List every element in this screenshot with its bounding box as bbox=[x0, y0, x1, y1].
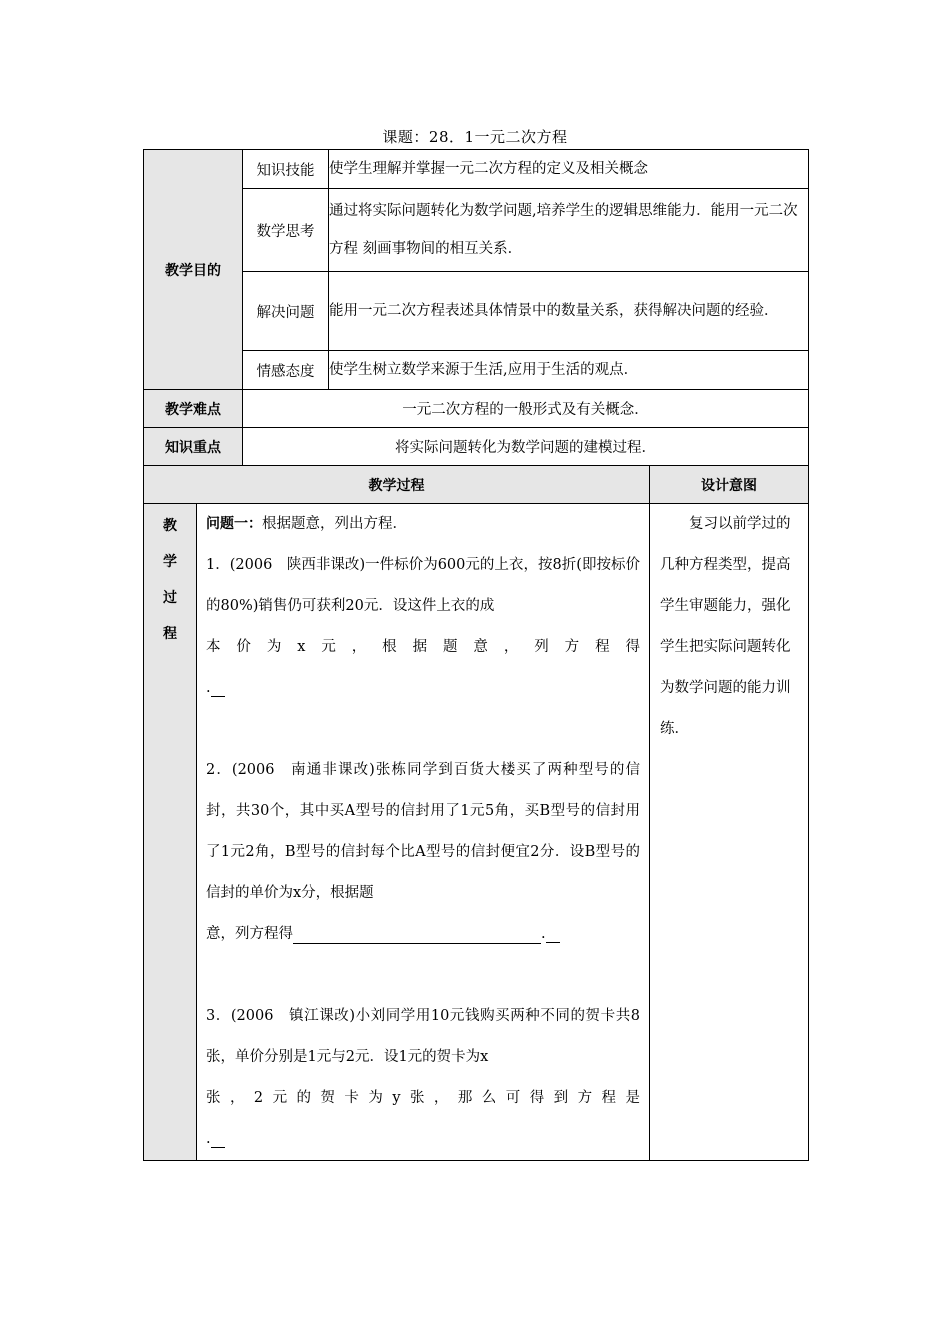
difficulty-text: 一元二次方程的一般形式及有关概念． bbox=[243, 390, 809, 428]
lesson-plan-table bbox=[143, 149, 809, 1161]
problem-3-answer-blank: . bbox=[206, 1119, 640, 1160]
problem-3: 3．(2006 镇江课改)小刘同学用10元钱购买两种不同的贺卡共8张，单价分别是1元与2元．设1元的贺卡为x bbox=[206, 1008, 640, 1065]
objectives-label: 教学目的 bbox=[144, 150, 243, 390]
objective-text-knowledge: 使学生理解并掌握一元二次方程的定义及相关概念 bbox=[329, 150, 809, 189]
process-content bbox=[197, 504, 650, 1161]
objective-text-attitude: 使学生树立数学来源于生活,应用于生活的观点． bbox=[329, 351, 809, 390]
objective-text-problem-solving: 能用一元二次方程表述具体情景中的数量关系，获得解决问题的经验． bbox=[329, 272, 809, 351]
design-intent: 复习以前学过的几种方程类型，提高学生审题能力，强化学生把实际问题转化为数学问题的能力训练． bbox=[650, 504, 809, 1161]
objective-name-thinking: 数学思考 bbox=[243, 189, 329, 272]
process-header: 教学过程 bbox=[144, 466, 650, 504]
intent-header: 设计意图 bbox=[650, 466, 809, 504]
problem-3-tail: 张，2元的贺卡为y张，那么可得到方程是 bbox=[206, 1090, 640, 1106]
question-heading: 问题一：根据题意，列出方程． bbox=[206, 516, 407, 532]
page-title: 课题：28．1一元二次方程 bbox=[382, 128, 568, 146]
problem-1: 1．(2006 陕西非课改)一件标价为600元的上衣，按8折(即按标价的80%)销售仍可获利20元．设这件上衣的成 bbox=[206, 557, 640, 614]
problem-1-tail: 本价为x元，根据题意，列方程得 bbox=[206, 639, 640, 655]
problem-2-tail: 意，列方程得 . bbox=[206, 914, 640, 955]
process-side-label: 教 学 过 程 bbox=[144, 504, 197, 1161]
objective-name-problem-solving: 解决问题 bbox=[243, 272, 329, 351]
problem-1-answer-blank: . bbox=[206, 668, 640, 709]
key-point-text: 将实际问题转化为数学问题的建模过程． bbox=[243, 428, 809, 466]
objective-name-knowledge: 知识技能 bbox=[243, 150, 329, 189]
objective-text-thinking: 通过将实际问题转化为数学问题,培养学生的逻辑思维能力．能用一元二次方程 刻画事物间的相互关系． bbox=[329, 189, 809, 272]
objective-name-attitude: 情感态度 bbox=[243, 351, 329, 390]
key-point-label: 知识重点 bbox=[144, 428, 243, 466]
problem-2: 2．(2006 南通非课改)张栋同学到百货大楼买了两种型号的信封，共30个，其中买A型号的信封用了1元5角，买B型号的信封用了1元2角，B型号的信封每个比A型号的信封便宜2分．设B型号的信封的单价为x分，根据题 bbox=[206, 762, 640, 901]
difficulty-label: 教学难点 bbox=[144, 390, 243, 428]
